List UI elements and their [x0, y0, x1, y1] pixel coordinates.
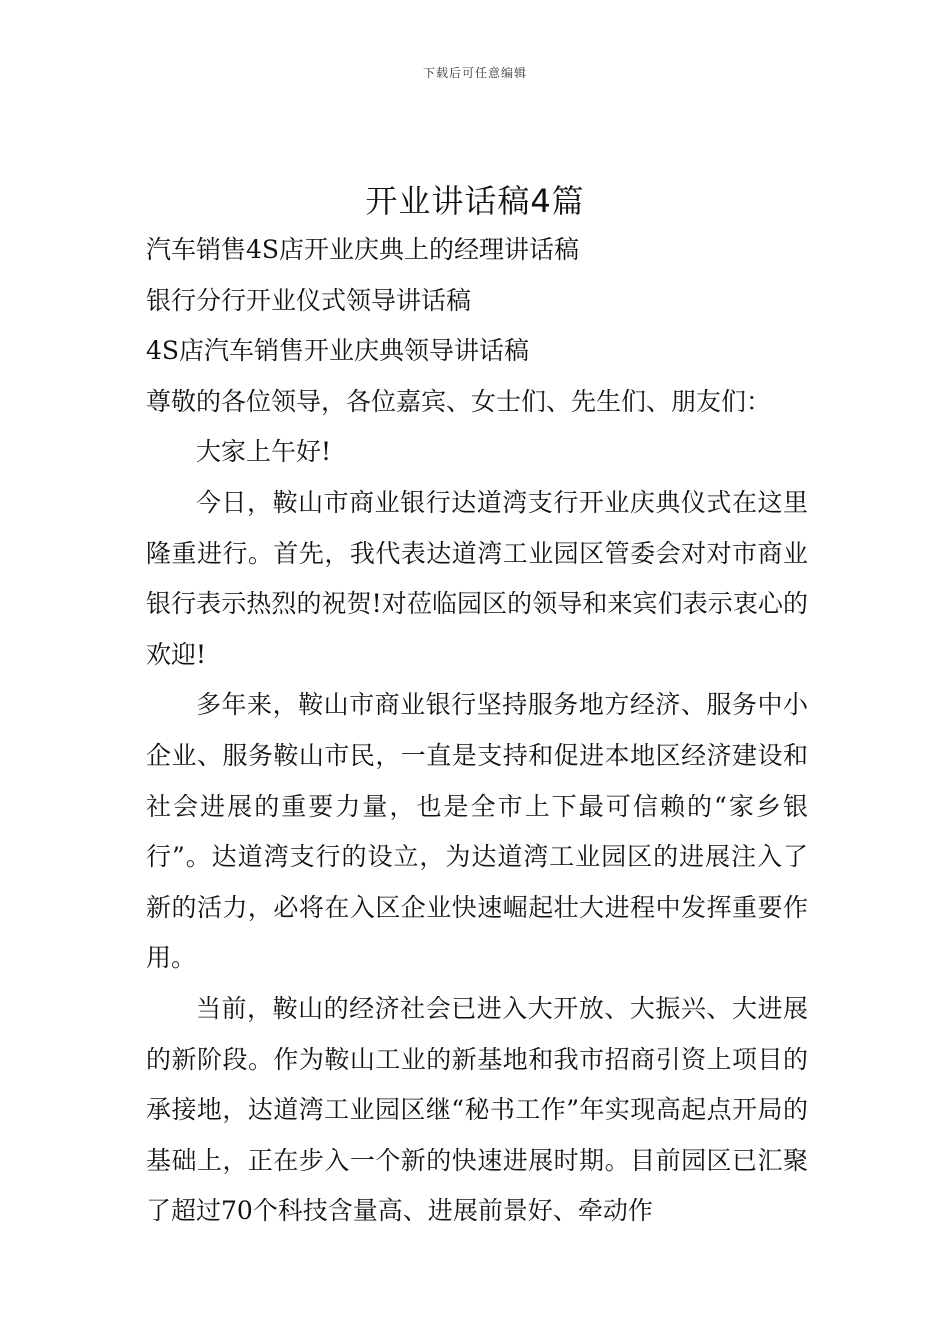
toc-item: 汽车销售4S店开业庆典上的经理讲话稿 — [146, 235, 580, 264]
paragraph: 当前，鞍山的经济社会已进入大开放、大振兴、大进展的新阶段。作为鞍山工业的新基地和我市招商引资上项目的承接地，达道湾工业园区继“秘书工作”年实现高起点开局的基础上，正在步入一个新的快速进展时期。目前园区已汇聚了超过70个科技含量高、进展前景好、牵动作 — [146, 993, 808, 1226]
paragraph: 大家上午好! — [196, 437, 332, 467]
salutation: 尊敬的各位领导，各位嘉宾、女士们、先生们、朋友们： — [146, 386, 772, 416]
document-body — [146, 225, 808, 1237]
toc-item: 4S店汽车销售开业庆典领导讲话稿 — [146, 336, 530, 366]
paragraph: 今日，鞍山市商业银行达道湾支行开业庆典仪式在这里隆重进行。首先，我代表达道湾工业园区管委会对对市商业银行表示热烈的祝贺!对莅临园区的领导和来宾们表示衷心的欢迎! — [146, 487, 808, 669]
toc-item: 银行分行开业仪式领导讲话稿 — [146, 285, 472, 315]
header-note: 下载后可任意编辑 — [422, 66, 527, 80]
document-title: 开业讲话稿4篇 — [365, 182, 585, 220]
paragraph: 多年来，鞍山市商业银行坚持服务地方经济、服务中小企业、服务鞍山市民，一直是支持和促进本地区经济建设和社会进展的重要力量，也是全市上下最可信赖的“家乡银行”。达道湾支行的设立，为达道湾工业园区的进展注入了新的活力，必将在入区企业快速崛起壮大进程中发挥重要作用。 — [146, 690, 808, 973]
